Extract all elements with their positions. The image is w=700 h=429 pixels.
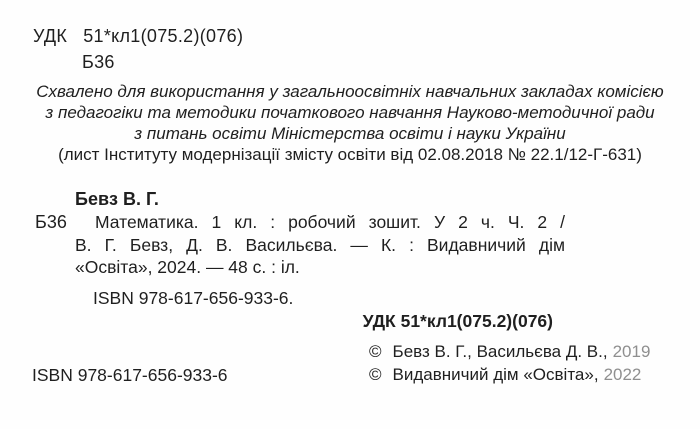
catalog-entry xyxy=(75,211,565,279)
copyright-holder: Видавничий дім «Освіта», xyxy=(392,364,599,384)
udk-classification xyxy=(33,26,243,47)
copyright-line xyxy=(369,364,650,387)
copyright-year: 2022 xyxy=(603,364,642,384)
isbn-number: ISBN 978-617-656-933-6 xyxy=(32,365,228,385)
catalog-entry-line: В. Г. Бевз, Д. В. Васильєва. — К. : Видавничий дім xyxy=(75,234,565,255)
approval-note xyxy=(0,81,700,165)
isbn-entry-line: ISBN 978-617-656-933-6. xyxy=(93,288,294,308)
catalog-entry-line: Математика. 1 кл. : робочий зошит. У 2 ч. Ч. 2 / xyxy=(95,212,565,232)
udk-footer-code: УДК 51*кл1(075.2)(076) xyxy=(362,311,553,331)
approval-letter-line: (лист Інституту модернізації змісту освіти від 02.08.2018 № 22.1/12-Г-631) xyxy=(58,145,642,164)
copyright-symbol: © xyxy=(369,364,382,384)
authority-code: Б36 xyxy=(82,52,115,72)
catalog-entry-line: «Освіта», 2024. — 48 с. : іл. xyxy=(75,257,300,277)
copyright-block xyxy=(369,341,650,386)
approval-line: з педагогіки та методики початкового навчання Науково-методичної ради xyxy=(45,103,655,122)
udk-value: 51*кл1(075.2)(076) xyxy=(83,26,244,46)
udk-label: УДК xyxy=(33,26,68,46)
approval-line: Схвалено для використання у загальноосвітніх навчальних закладах комісією xyxy=(36,82,664,101)
copyright-year: 2019 xyxy=(612,342,651,361)
catalog-entry-code: Б36 xyxy=(35,212,67,232)
approval-line: з питань освіти Міністерства освіти і науки України xyxy=(134,124,566,143)
author-heading: Бевз В. Г. xyxy=(75,189,159,209)
copyright-symbol: © xyxy=(369,342,382,361)
copyright-line xyxy=(369,341,650,364)
copyright-holder: Бевз В. Г., Васильєва Д. В., xyxy=(392,342,608,361)
